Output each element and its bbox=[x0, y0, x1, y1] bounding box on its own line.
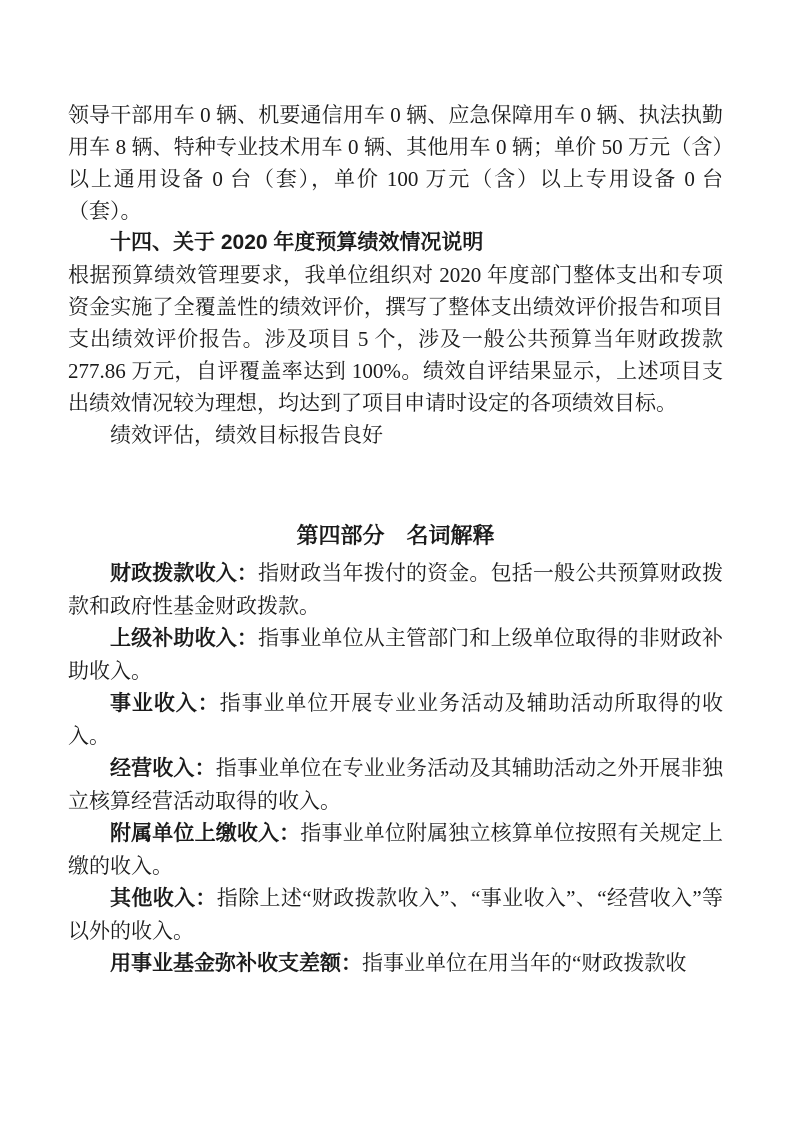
definition-term: 上级补助收入： bbox=[110, 627, 258, 650]
part-4-title: 第四部分 名词解释 bbox=[296, 523, 495, 548]
definition-text: 指事业单位在专业业务活动及其辅助活动之外开展非独立核算经营活动取得的收入。 bbox=[68, 756, 724, 813]
definition-term: 附属单位上缴收入： bbox=[110, 822, 301, 845]
definition-term: 其他收入： bbox=[110, 887, 217, 910]
paragraph-vehicles-equipment: 领导干部用车 0 辆、机要通信用车 0 辆、应急保障用车 0 辆、执法执勤用车 8 辆、特种专业技术用车 0 辆、其他用车 0 辆；单价 50 万元（含）以上通用设备 0 台（套），单价 100 万元（含）以上专用设备 0 台（套）。 bbox=[68, 103, 723, 223]
definition-term: 事业收入： bbox=[110, 692, 220, 715]
definition-term: 财政拨款收入： bbox=[110, 562, 258, 585]
definition-affiliated-unit-remittance bbox=[68, 817, 723, 882]
definition-term: 用事业基金弥补收支差额： bbox=[110, 952, 362, 975]
definition-text: 指事业单位开展专业业务活动及辅助活动所取得的收入。 bbox=[68, 691, 724, 748]
definition-career-fund-balance bbox=[68, 947, 723, 980]
paragraph-performance-evaluation: 根据预算绩效管理要求，我单位组织对 2020 年度部门整体支出和专项资金实施了全覆盖性的绩效评价，撰写了整体支出绩效评价报告和项目支出绩效评价报告。涉及项目 5 个，涉及一般公共预算当年财政拨款 277.86 万元，自评覆盖率达到 100%。绩效自评结果显示，上述项目支出绩效情况较为理想，均达到了项目申请时设定的各项绩效目标。 bbox=[68, 263, 723, 415]
definition-text: 指事业单位在用当年的“财政拨款收 bbox=[362, 951, 687, 975]
section-14-heading: 十四、关于 2020 年度预算绩效情况说明 bbox=[110, 231, 484, 254]
definition-institutional-income bbox=[68, 687, 723, 752]
definition-superior-subsidy-income bbox=[68, 622, 723, 687]
definition-term: 经营收入： bbox=[110, 757, 216, 780]
paragraph-performance-note: 绩效评估，绩效目标报告良好 bbox=[110, 423, 383, 447]
definition-fiscal-appropriation-income bbox=[68, 557, 723, 622]
definition-other-income bbox=[68, 882, 723, 947]
definition-operating-income bbox=[68, 752, 723, 817]
definition-text: 指事业单位从主管部门和上级单位取得的非财政补助收入。 bbox=[68, 626, 723, 683]
definition-text: 指除上述“财政拨款收入”、“事业收入”、“经营收入”等以外的收入。 bbox=[68, 886, 723, 943]
definition-text: 指财政当年拨付的资金。包括一般公共预算财政拨款和政府性基金财政拨款。 bbox=[68, 561, 723, 618]
definition-text: 指事业单位附属独立核算单位按照有关规定上缴的收入。 bbox=[68, 821, 724, 878]
